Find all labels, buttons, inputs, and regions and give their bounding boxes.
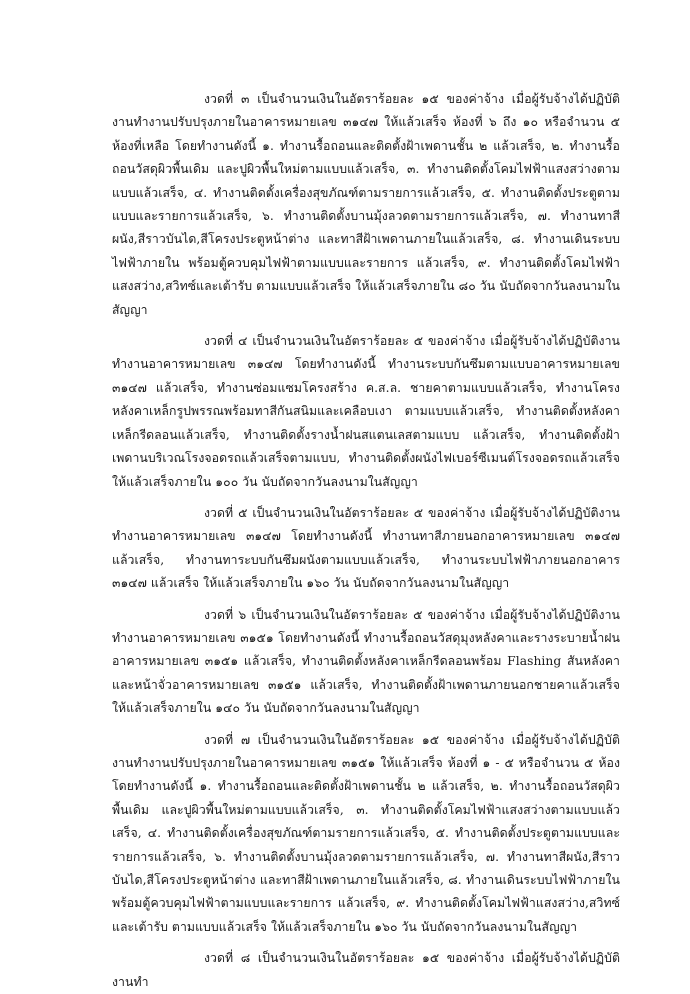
paragraph-installment-5: งวดที่ ๕ เป็นจำนวนเงินในอัตราร้อยละ ๕ ของค่าจ้าง เมื่อผู้รับจ้างได้ปฏิบัติงานทำงานอาคารหมายเลข ๓๑๔๗ โดยทำงานดังนี้ ทำงานทาสีภายนอกอาคารหมายเลข ๓๑๔๗ แล้วเสร็จ, ทำงานทาระบบกันซึมผนังตามแบบแล้วเสร็จ, ทำงานระบบไฟฟ้าภายนอกอาคาร ๓๑๔๗ แล้วเสร็จ ให้แล้วเสร็จภายใน ๑๖๐ วัน นับถัดจากวันลงนามในสัญญา	[112, 505, 620, 591]
paragraph-installment-3: งวดที่ ๓ เป็นจำนวนเงินในอัตราร้อยละ ๑๕ ของค่าจ้าง เมื่อผู้รับจ้างได้ปฏิบัติงานทำงานปรับปรุงภายในอาคารหมายเลข ๓๑๔๗ ให้แล้วเสร็จ ห้องที่ ๖ ถึง ๑๐ หรือจำนวน ๕ ห้องที่เหลือ โดยทำงานดังนี้ ๑. ทำงานรื้อถอนและติดตั้งฝ้าเพดานชั้น ๒ แล้วเสร็จ, ๒. ทำงานรื้อถอนวัสดุผิวพื้นเดิม และปูผิวพื้นใหม่ตามแบบแล้วเสร็จ, ๓. ทำงานติดตั้งโคมไฟฟ้าแสงสว่างตามแบบแล้วเสร็จ, ๔. ทำงานติดตั้งเครื่องสุขภัณฑ์ตามรายการแล้วเสร็จ, ๕. ทำงานติดตั้งประตูตามแบบและรายการแล้วเสร็จ, ๖. ทำงานติดตั้งบานมุ้งลวดตามรายการแล้วเสร็จ, ๗. ทำงานทาสีผนัง,สีราวบันได,สีโครงประตูหน้าต่าง และทาสีฝ้าเพดานภายในแล้วเสร็จ, ๘. ทำงานเดินระบบไฟฟ้าภายใน พร้อมตู้ควบคุมไฟฟ้าตามแบบและรายการ แล้วเสร็จ, ๙. ทำงานติดตั้งโคมไฟฟ้าแสงสว่าง,สวิทซ์และเต้ารับ ตามแบบแล้วเสร็จ ให้แล้วเสร็จภายใน ๘๐ วัน นับถัดจากวันลงนามในสัญญา	[112, 92, 620, 317]
paragraph-installment-8: งวดที่ ๘ เป็นจำนวนเงินในอัตราร้อยละ ๑๕ ของค่าจ้าง เมื่อผู้รับจ้างได้ปฏิบัติงานทำ	[112, 951, 620, 989]
paragraph-installment-4: งวดที่ ๔ เป็นจำนวนเงินในอัตราร้อยละ ๕ ของค่าจ้าง เมื่อผู้รับจ้างได้ปฏิบัติงานทำงานอาคารหมายเลข ๓๑๔๗ โดยทำงานดังนี้ ทำงานระบบกันซึมตามแบบอาคารหมายเลข ๓๑๔๗ แล้วเสร็จ, ทำงานซ่อมแซมโครงสร้าง ค.ส.ล. ชายคาตามแบบแล้วเสร็จ, ทำงานโครงหลังคาเหล็กรูปพรรณพร้อมทาสีกันสนิมและเคลือบเงา ตามแบบแล้วเสร็จ, ทำงานติดตั้งหลังคาเหล็กรีดลอนแล้วเสร็จ, ทำงานติดตั้งรางน้ำฝนสแตนเลสตามแบบ แล้วเสร็จ, ทำงานติดตั้งฝ้าเพดานบริเวณโรงจอดรถแล้วเสร็จตามแบบ, ทำงานติดตั้งผนังไฟเบอร์ซีเมนต์โรงจอดรถแล้วเสร็จ ให้แล้วเสร็จภายใน ๑๐๐ วัน นับถัดจากวันลงนามในสัญญา	[112, 334, 620, 489]
paragraph-installment-7: งวดที่ ๗ เป็นจำนวนเงินในอัตราร้อยละ ๑๕ ของค่าจ้าง เมื่อผู้รับจ้างได้ปฏิบัติงานทำงานปรับปรุงภายในอาคารหมายเลข ๓๑๕๑ ให้แล้วเสร็จ ห้องที่ ๑ - ๕ หรือจำนวน ๕ ห้อง โดยทำงานดังนี้ ๑. ทำงานรื้อถอนและติดตั้งฝ้าเพดานชั้น ๒ แล้วเสร็จ, ๒. ทำงานรื้อถอนวัสดุผิวพื้นเดิม และปูผิวพื้นใหม่ตามแบบแล้วเสร็จ, ๓. ทำงานติดตั้งโคมไฟฟ้าแสงสว่างตามแบบแล้วเสร็จ, ๔. ทำงานติดตั้งเครื่องสุขภัณฑ์ตามรายการแล้วเสร็จ, ๕. ทำงานติดตั้งประตูตามแบบและรายการแล้วเสร็จ, ๖. ทำงานติดตั้งบานมุ้งลวดตามรายการแล้วเสร็จ, ๗. ทำงานทาสีผนัง,สีราวบันได,สีโครงประตูหน้าต่าง และทาสีฝ้าเพดานภายในแล้วเสร็จ, ๘. ทำงานเดินระบบไฟฟ้าภายใน พร้อมตู้ควบคุมไฟฟ้าตามแบบและรายการ แล้วเสร็จ, ๙. ทำงานติดตั้งโคมไฟฟ้าแสงสว่าง,สวิทซ์และเต้ารับ ตามแบบแล้วเสร็จ ให้แล้วเสร็จภายใน ๑๖๐ วัน นับถัดจากวันลงนามในสัญญา	[112, 732, 620, 934]
paragraph-installment-6: งวดที่ ๖ เป็นจำนวนเงินในอัตราร้อยละ ๕ ของค่าจ้าง เมื่อผู้รับจ้างได้ปฏิบัติงานทำงานอาคารหมายเลข ๓๑๕๑ โดยทำงานดังนี้ ทำงานรื้อถอนวัสดุมุงหลังคาและรางระบายน้ำฝนอาคารหมายเลข ๓๑๕๑ แล้วเสร็จ, ทำงานติดตั้งหลังคาเหล็กรีดลอนพร้อม Flashing สันหลังคา และหน้าจั่วอาคารหมายเลข ๓๑๕๑ แล้วเสร็จ, ทำงานติดตั้งฝ้าเพดานภายนอกชายคาแล้วเสร็จ ให้แล้วเสร็จภายใน ๑๔๐ วัน นับถัดจากวันลงนามในสัญญา	[112, 607, 620, 716]
